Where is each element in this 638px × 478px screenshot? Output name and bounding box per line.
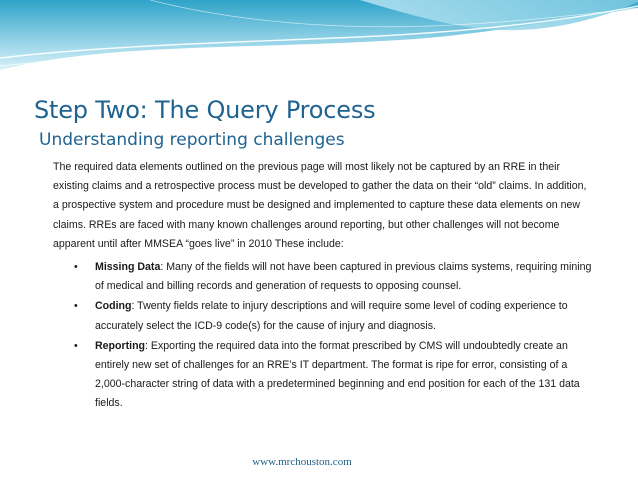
bullet-term: Coding <box>95 300 132 313</box>
bullet-icon: • <box>74 261 78 273</box>
list-item-coding <box>53 297 598 335</box>
bullet-term: Missing Data <box>95 261 161 273</box>
bullet-term: Reporting <box>95 339 146 352</box>
footer-website: www.mrchouston.com <box>252 456 352 468</box>
bullet-text: : Exporting the required data into the format prescribed by CMS will undoubtedly create an entirely new set of challenges for an RRE’s IT department. The format is ripe for error, consisting of a 2,000-character string of data with a predetermined beginning and end position for each of the 131 data fields. <box>95 339 580 410</box>
slide-subtitle: Understanding reporting challenges <box>39 130 345 150</box>
list-item-missing-data <box>53 258 598 296</box>
decorative-wave-banner <box>0 0 638 80</box>
bullet-text: : Many of the fields will not have been captured in previous claims systems, requiring mining of medical and billing records and generation of requests to opposing counsel. <box>95 261 592 293</box>
list-item-reporting <box>53 337 598 414</box>
bullet-icon: • <box>74 339 78 352</box>
intro-paragraph: The required data elements outlined on the previous page will most likely not be captured by an RRE in their existing claims and a retrospective process must be developed to gather the data on their “old” claims. In addition, a prospective system and procedure must be designed and implemented to capture these data elements on new claims. RREs are faced with many known challenges around reporting, but other challenges will not become apparent until after MMSEA “goes live” in 2010 These include: <box>53 161 587 250</box>
bullet-text: : Twenty fields relate to injury descriptions and will require some level of coding experience to accurately select the ICD-9 code(s) for the cause of injury and diagnosis. <box>95 300 568 332</box>
slide-title: Step Two: The Query Process <box>34 96 376 124</box>
challenge-list <box>53 258 598 415</box>
bullet-icon: • <box>74 300 78 313</box>
